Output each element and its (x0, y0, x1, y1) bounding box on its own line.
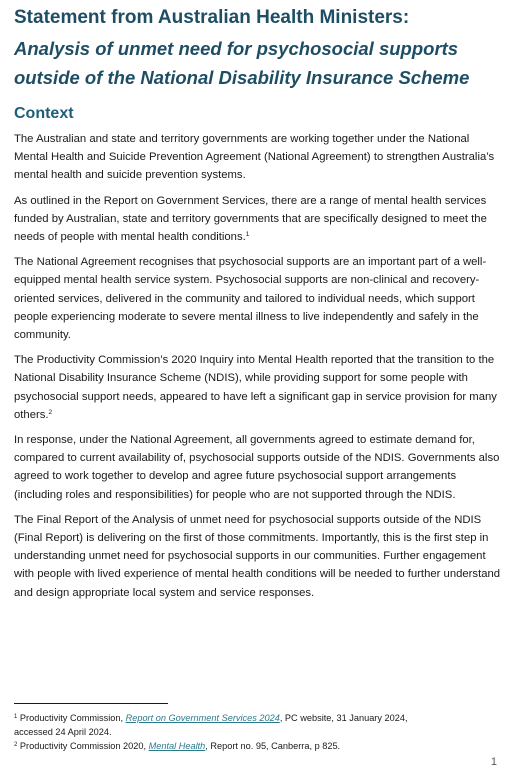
paragraph-5: In response, under the National Agreement, all governments agreed to estimate demand for, compared to current availability of, psychosocial supports outside of the NDIS. Governments also agreed to work together to develop and agree future psychosocial support arrangements (including roles and responsibilities) for people who are not supported through the NDIS. (14, 434, 500, 501)
document-page (14, 6, 502, 602)
document-subtitle (14, 34, 502, 92)
footnotes (14, 711, 474, 753)
footnote-ref-1[interactable]: 1 (245, 231, 250, 239)
footnote-number: 2 (14, 742, 18, 748)
paragraph-1: The Australian and state and territory governments are working together under the National Mental Health and Suicide Prevention Agreement (National Agreement) to strengthen Australia’s mental health and suicide prevention systems. (14, 133, 495, 182)
footnote-1 (14, 711, 474, 739)
subtitle-line-2: outside of the National Disability Insurance Scheme (14, 67, 470, 88)
document-title: Statement from Australian Health Ministers: (14, 7, 410, 28)
footnote-divider (14, 703, 168, 704)
subtitle-line-1: Analysis of unmet need for psychosocial supports (14, 38, 459, 59)
page-number: 1 (490, 756, 497, 768)
footnote-ref-2[interactable]: 2 (48, 408, 53, 416)
paragraph-3: The National Agreement recognises that psychosocial supports are an important part of a well-equipped mental health service system. Psychosocial supports are non-clinical and recovery-oriented services, delivered in the community and tailored to individual needs, which support people experiencing moderate to severe mental illness to live independently and safely in the community. (14, 256, 487, 342)
footnote-text: , PC website, 31 January 2024, (279, 713, 408, 723)
paragraph-4: The Productivity Commission’s 2020 Inquiry into Mental Health reported that the transition to the National Disability Insurance Scheme (NDIS), while providing support for some people with psychosocial support needs, appeared to have left a significant gap in service provision for many others.$^2$ (14, 354, 497, 421)
footnote-2 (14, 739, 474, 753)
footnote-link-mental-health[interactable]: Mental Health (148, 741, 206, 751)
paragraph-6: The Final Report of the Analysis of unmet need for psychosocial supports outside of the NDIS (Final Report) is delivering on the first of those commitments. Importantly, this is the first step in understanding unmet need for psychosocial supports in our communities. Further engagement with people with lived experience of mental health conditions will be needed to further understand and design appropriate local system and service responses. (14, 513, 501, 599)
section-heading-context: Context (14, 105, 74, 122)
footnote-text: Productivity Commission, (19, 713, 126, 723)
footnote-number: 1 (14, 714, 18, 720)
footnote-text: accessed 24 April 2024. (14, 727, 112, 737)
paragraph-2: As outlined in the Report on Government Services, there are a range of mental health services funded by Australian, state and territory governments that are specifically designed to meet the needs of people with mental health conditions.$^1$ (14, 194, 487, 244)
footnote-text: , Report no. 95, Canberra, p 825. (205, 741, 341, 751)
footnote-link-rogs[interactable]: Report on Government Services 2024 (125, 713, 280, 723)
footnote-text: Productivity Commission 2020, (19, 741, 149, 751)
